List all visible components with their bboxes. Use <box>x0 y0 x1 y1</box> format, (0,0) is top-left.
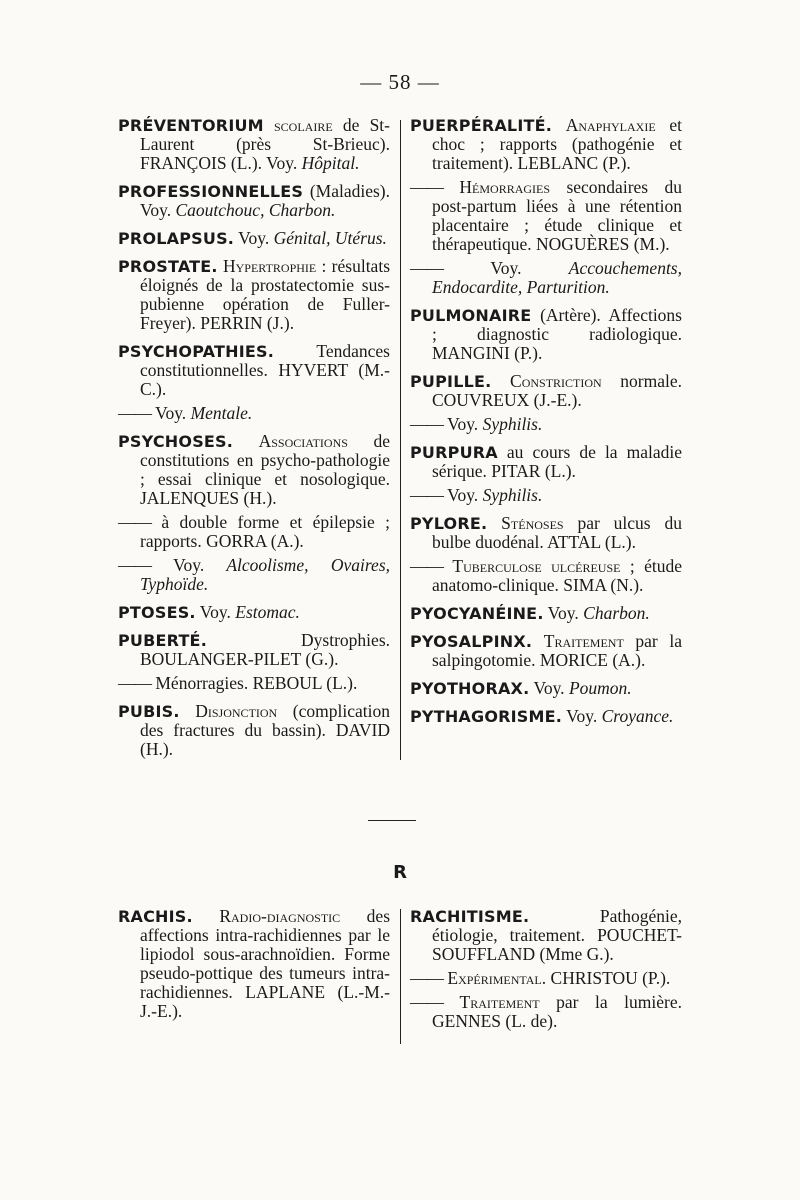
index-entry <box>118 182 390 220</box>
entry-headword: PSYCHOPATHIES. <box>118 342 274 361</box>
entry-text: des affections intra-rachidiennes par le lipiodol sous-arachnoïdien. Forme pseudo-pottique des tumeurs intra-rachidiennes. LAPLANE (L.-M.-J.-E.). <box>140 906 391 1021</box>
entry-text: au cours de la maladie sérique. PITAR (L.). <box>432 442 682 481</box>
entry-subject: scolaire <box>274 115 333 135</box>
entry-crossref: Accouchements, Endocardite, Parturition. <box>432 258 682 297</box>
entry-text: de St-Laurent (près St-Brieuc). FRANÇOIS (L.). <box>140 115 390 173</box>
index-entry <box>118 674 390 693</box>
index-entry <box>410 259 682 297</box>
entry-crossref: Syphilis. <box>478 414 543 434</box>
entry-crossref: Hôpital. <box>301 153 360 173</box>
index-entry <box>118 702 390 759</box>
column-divider-top <box>400 120 401 760</box>
index-entry <box>410 993 682 1031</box>
entry-subject: Constriction <box>510 371 602 391</box>
repeat-dash: —— <box>118 403 151 423</box>
entry-headword: PUPILLE. <box>410 372 492 391</box>
repeat-dash: —— <box>118 673 151 693</box>
index-entry <box>410 415 682 434</box>
entry-crossref: Caoutchouc, Charbon. <box>171 200 336 220</box>
index-entry <box>410 486 682 505</box>
index-entry <box>118 513 390 551</box>
entry-headword: PROFESSIONNELLES <box>118 182 304 201</box>
index-entry <box>410 969 682 988</box>
entry-text: et choc ; rapports (pathogénie et traitement). LEBLANC (P.). <box>432 115 682 173</box>
entry-headword: PRÉVENTORIUM <box>118 116 264 135</box>
entry-text: Voy. <box>490 258 522 278</box>
entry-headword: PUBERTÉ. <box>118 631 207 650</box>
entry-subject: Traitement <box>459 992 540 1012</box>
entry-subject: Hypertrophie <box>223 256 317 276</box>
entry-crossref: Croyance. <box>597 706 674 726</box>
entry-headword: RACHIS. <box>118 907 193 926</box>
repeat-dash: —— <box>118 555 151 575</box>
entry-text: Voy. <box>447 485 479 505</box>
entry-text: Dystrophies. BOULANGER-PILET (G.). <box>140 630 390 669</box>
section-letter: R <box>393 862 407 883</box>
entry-subject: Expérimental. <box>447 968 547 988</box>
entry-text: (complication des fractures du bassin). DAVID (H.). <box>140 701 390 759</box>
entry-headword: PYOCYANÉINE. <box>410 604 544 623</box>
entry-text: secondaires du post-partum liées à une rétention placentaire ; étude clinique et thérapeutique. NOGUÈRES (M.). <box>432 177 682 254</box>
entry-text: Ménorragies. REBOUL (L.). <box>155 673 358 693</box>
repeat-dash: —— <box>410 968 443 988</box>
repeat-dash: —— <box>118 512 151 532</box>
entry-subject: Traitement <box>543 631 624 651</box>
repeat-dash: —— <box>410 485 443 505</box>
entry-text: Voy. <box>547 603 579 623</box>
entry-subject: Tuberculose ulcéreuse <box>452 556 621 576</box>
entry-text-prefix: Voy. <box>262 153 302 173</box>
entry-text: Pathogénie, étiologie, traitement. POUCHET-SOUFFLAND (Mme G.). <box>432 906 682 964</box>
entry-crossref: Poumon. <box>564 678 632 698</box>
index-entry <box>118 404 390 423</box>
entry-headword: PROSTATE. <box>118 257 218 276</box>
entry-text: Voy. <box>173 555 205 575</box>
section-separator <box>368 820 416 821</box>
repeat-dash: —— <box>410 177 443 197</box>
repeat-dash: —— <box>410 556 443 576</box>
entry-text: de constitutions en psycho-pathologie ; essai clinique et nosologique. JALENQUES (H.). <box>140 431 390 508</box>
left-column-top <box>118 116 390 768</box>
entry-headword: PULMONAIRE <box>410 306 532 325</box>
index-entry <box>118 631 390 669</box>
entry-crossref: Charbon. <box>578 603 650 623</box>
entry-headword: PYOTHORAX. <box>410 679 530 698</box>
index-entry <box>410 679 682 698</box>
entry-text: CHRISTOU (P.). <box>546 968 671 988</box>
entry-headword: PROLAPSUS. <box>118 229 235 248</box>
entry-headword: PUBIS. <box>118 702 180 721</box>
entry-text: Voy. <box>566 706 598 726</box>
index-entry <box>118 432 390 508</box>
entry-headword: PYOSALPINX. <box>410 632 533 651</box>
index-entry <box>410 604 682 623</box>
entry-text: Voy. <box>447 414 479 434</box>
entry-crossref: Alcoolisme, Ovaires, Typhoïde. <box>140 555 391 594</box>
entry-headword: PTOSES. <box>118 603 196 622</box>
entry-subject: Hémorragies <box>459 177 551 197</box>
repeat-dash: —— <box>410 992 443 1012</box>
index-entry <box>410 443 682 481</box>
entry-text: (Maladies). Voy. <box>140 181 390 220</box>
entry-crossref: Mentale. <box>186 403 253 423</box>
index-entry <box>410 514 682 552</box>
entry-text: à double forme et épilepsie ; rapports. GORRA (A.). <box>140 512 391 551</box>
index-entry <box>410 372 682 410</box>
entry-headword: PURPURA <box>410 443 498 462</box>
right-column-top <box>410 116 682 735</box>
entry-text: Voy. <box>533 678 565 698</box>
entry-crossref: Estomac. <box>230 602 300 622</box>
entry-text: par la salpingotomie. MORICE (A.). <box>432 631 682 670</box>
left-column-bottom <box>118 907 390 1030</box>
index-entry <box>118 229 390 248</box>
index-entry <box>410 306 682 363</box>
index-entry <box>118 603 390 622</box>
index-entry <box>118 116 390 173</box>
entry-text: Voy. <box>199 602 231 622</box>
entry-text: normale. COUVREUX (J.-E.). <box>432 371 683 410</box>
entry-text: Voy. <box>238 228 270 248</box>
entry-text: (Artère). Affections ; diagnostic radiologique. MANGINI (P.). <box>432 305 682 363</box>
page-number: — 58 — <box>360 70 440 94</box>
entry-text: Tendances constitutionnelles. HYVERT (M.-C.). <box>140 341 390 399</box>
index-entry <box>410 907 682 964</box>
entry-headword: PSYCHOSES. <box>118 432 234 451</box>
index-entry <box>410 632 682 670</box>
entry-headword: PUERPÉRALITÉ. <box>410 116 552 135</box>
entry-subject: Associations <box>258 431 348 451</box>
entry-text: Voy. <box>155 403 187 423</box>
index-entry <box>118 257 390 333</box>
repeat-dash: —— <box>410 414 443 434</box>
index-entry <box>410 557 682 595</box>
index-entry <box>118 342 390 399</box>
entry-headword: PYLORE. <box>410 514 488 533</box>
entry-text: : résultats éloignés de la prostatectomie sus-pubienne opération de Fuller-Freyer). PERRIN (J.). <box>140 256 390 333</box>
index-entry <box>118 556 390 594</box>
column-divider-bottom <box>400 909 401 1044</box>
entry-headword: PYTHAGORISME. <box>410 707 563 726</box>
entry-text: par ulcus du bulbe duodénal. ATTAL (L.). <box>432 513 682 552</box>
index-entry <box>410 116 682 173</box>
entry-text: ; étude anatomo-clinique. SIMA (N.). <box>432 556 683 595</box>
entry-crossref: Syphilis. <box>478 485 543 505</box>
index-entry <box>410 707 682 726</box>
repeat-dash: —— <box>410 258 443 278</box>
index-entry <box>410 178 682 254</box>
index-entry <box>118 907 390 1021</box>
entry-subject: Disjonction <box>195 701 278 721</box>
entry-subject: Sténoses <box>501 513 564 533</box>
entry-crossref: Génital, Utérus. <box>269 228 387 248</box>
entry-text: par la lumière. GENNES (L. de). <box>432 992 682 1031</box>
entry-headword: RACHITISME. <box>410 907 530 926</box>
right-column-bottom <box>410 907 682 1040</box>
entry-subject: Radio-diagnostic <box>219 906 341 926</box>
entry-subject: Anaphylaxie <box>565 115 656 135</box>
